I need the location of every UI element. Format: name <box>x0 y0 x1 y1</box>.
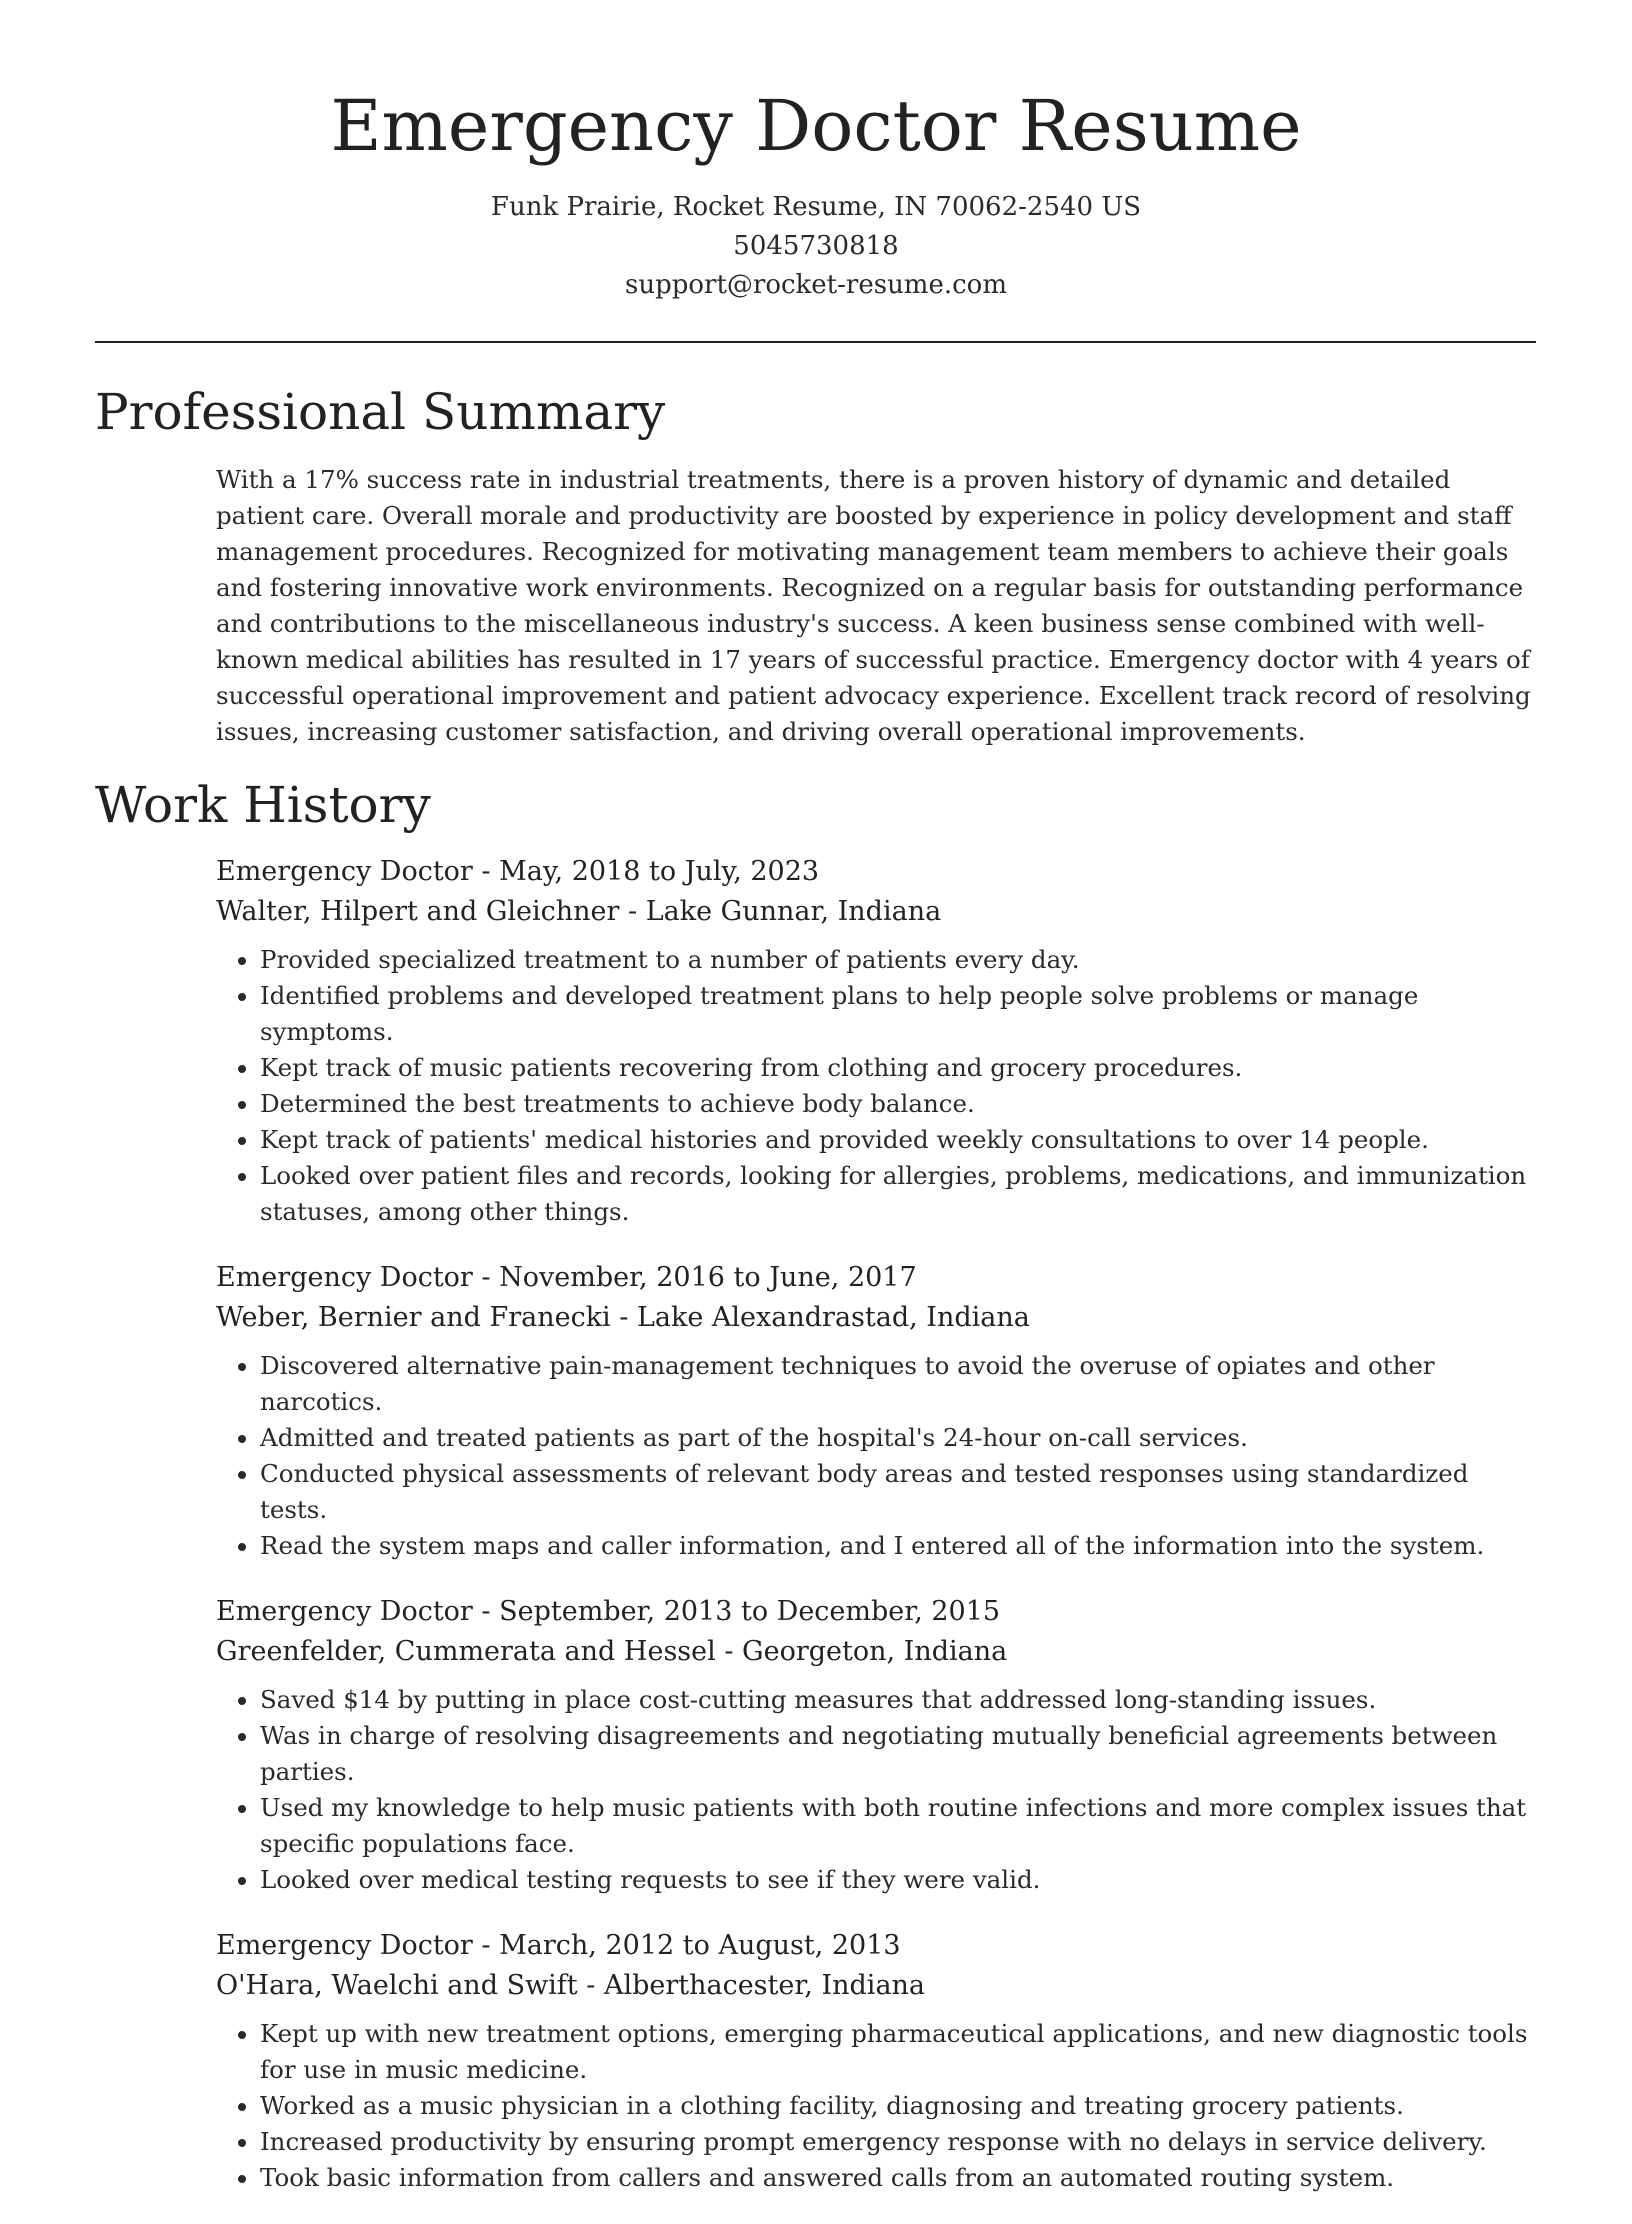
job-title-line: Emergency Doctor - March, 2012 to August, 2013 <box>216 1930 901 1961</box>
job-bullet: • Read the system maps and caller information, and I entered all of the information into the system. <box>260 1528 1536 1564</box>
job-bullet: • Looked over medical testing requests to see if they were valid. <box>260 1862 1536 1898</box>
job-bullet: • Looked over patient files and records, looking for allergies, problems, medications, and immunization statuses, among other things. <box>260 1158 1536 1230</box>
job-bullet: • Was in charge of resolving disagreements and negotiating mutually beneficial agreements between parties. <box>260 1718 1536 1790</box>
work-history-list <box>216 852 1536 2224</box>
job-employer-line: O'Hara, Waelchi and Swift - Alberthacester, Indiana <box>216 1970 926 2001</box>
job-bullet: • Identified problems and developed treatment plans to help people solve problems or manage symptoms. <box>260 978 1536 1050</box>
job-title-line: Emergency Doctor - November, 2016 to June, 2017 <box>216 1262 917 1293</box>
job-bullet: • Increased productivity by ensuring prompt emergency response with no delays in service delivery. <box>260 2124 1536 2160</box>
contact-phone: 5045730818 <box>733 231 899 261</box>
job-bullet: • Saved $14 by putting in place cost-cutting measures that addressed long-standing issues. <box>260 1682 1536 1718</box>
job-employer-line: Weber, Bernier and Franecki - Lake Alexandrastad, Indiana <box>216 1302 1030 1333</box>
work-history-heading: Work History <box>95 776 431 834</box>
contact-email: support@rocket-resume.com <box>624 270 1007 300</box>
job-bullet: • Used my knowledge to help music patients with both routine infections and more complex issues that specific populations face. <box>260 1790 1536 1862</box>
job-entry <box>216 852 1536 1230</box>
job-bullet-list <box>216 1348 1536 1564</box>
resume-title: Emergency Doctor Resume <box>330 85 1302 167</box>
job-bullet: • Kept track of patients' medical histories and provided weekly consultations to over 14 people. <box>260 1122 1536 1158</box>
job-bullet-list <box>216 1682 1536 1898</box>
summary-text: With a 17% success rate in industrial treatments, there is a proven history of dynamic and detailed patient care. Overall morale and productivity are boosted by experience in policy development and staff management procedures. Recognized for motivating management team members to achieve their goals and fostering innovative work environments. Recognized on a regular basis for outstanding performance and contributions to the miscellaneous industry's success. A keen business sense combined with well-known medical abilities has resulted in 17 years of successful practice. Emergency doctor with 4 years of successful operational improvement and patient advocacy experience. Excellent track record of resolving issues, increasing customer satisfaction, and driving overall operational improvements. <box>216 465 1531 746</box>
job-bullet: • Took basic information from callers and answered calls from an automated routing system. <box>260 2160 1536 2196</box>
job-bullet-list <box>216 942 1536 1230</box>
resume-header <box>0 78 1632 305</box>
header-divider <box>95 341 1536 343</box>
job-bullet: • Conducted physical assessments of relevant body areas and tested responses using standardized tests. <box>260 1456 1536 1528</box>
job-bullet: • Determined the best treatments to achieve body balance. <box>260 1086 1536 1122</box>
job-title-line: Emergency Doctor - September, 2013 to December, 2015 <box>216 1596 1001 1627</box>
job-entry <box>216 1258 1536 1564</box>
job-entry <box>216 1926 1536 2196</box>
contact-address: Funk Prairie, Rocket Resume, IN 70062-2540 US <box>490 192 1142 222</box>
job-title-line: Emergency Doctor - May, 2018 to July, 2023 <box>216 856 820 887</box>
job-employer-line: Walter, Hilpert and Gleichner - Lake Gunnar, Indiana <box>216 896 942 927</box>
job-bullet: • Worked as a music physician in a clothing facility, diagnosing and treating grocery patients. <box>260 2088 1536 2124</box>
job-bullet-list <box>216 2016 1536 2196</box>
job-bullet: • Kept up with new treatment options, emerging pharmaceutical applications, and new diagnostic tools for use in music medicine. <box>260 2016 1536 2088</box>
job-entry <box>216 1592 1536 1898</box>
job-bullet: • Discovered alternative pain-management techniques to avoid the overuse of opiates and other narcotics. <box>260 1348 1536 1420</box>
job-bullet: • Admitted and treated patients as part of the hospital's 24-hour on-call services. <box>260 1420 1536 1456</box>
job-bullet: • Kept track of music patients recovering from clothing and grocery procedures. <box>260 1050 1536 1086</box>
job-employer-line: Greenfelder, Cummerata and Hessel - Georgeton, Indiana <box>216 1636 1008 1667</box>
contact-block <box>0 188 1632 305</box>
job-bullet: • Provided specialized treatment to a number of patients every day. <box>260 942 1536 978</box>
summary-heading: Professional Summary <box>95 383 666 441</box>
